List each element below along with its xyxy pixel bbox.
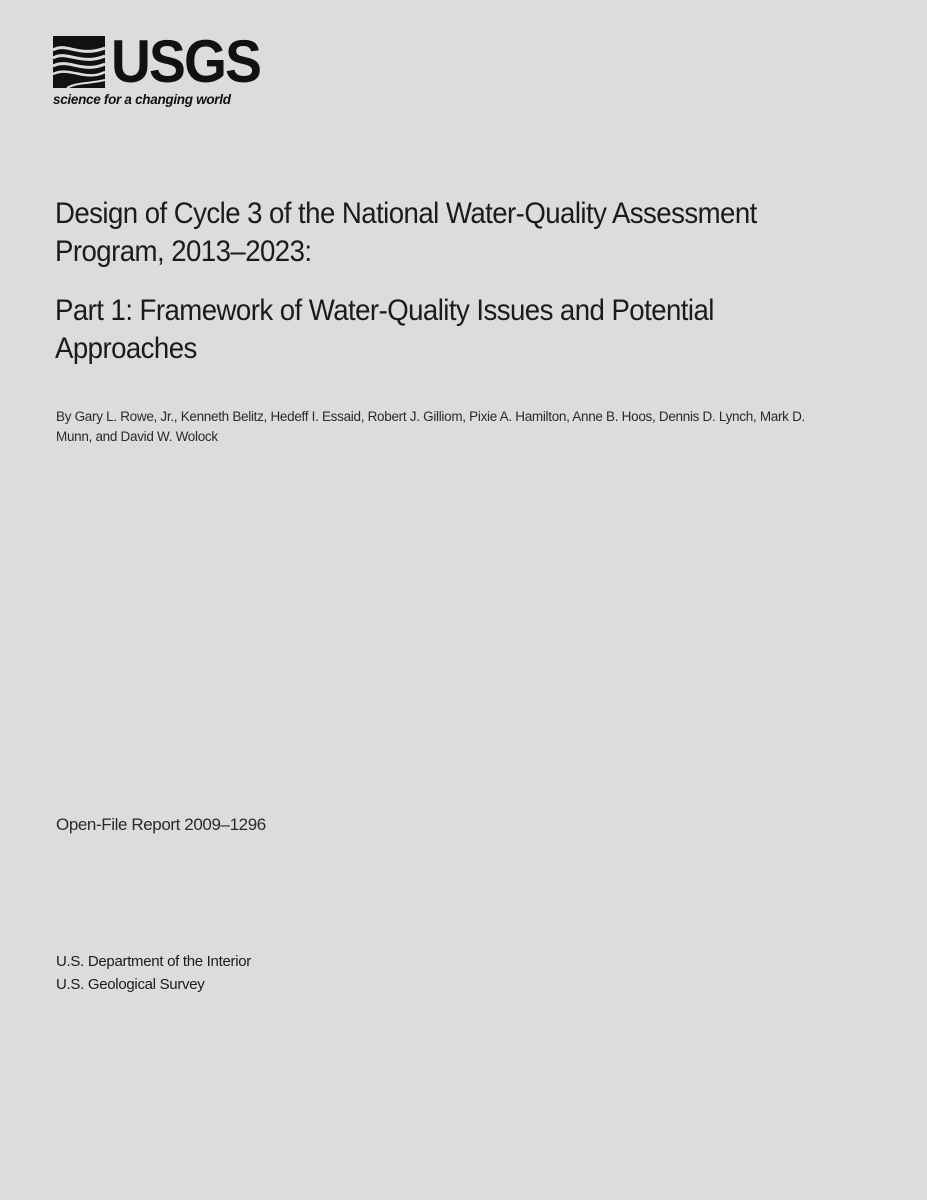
usgs-wordmark: USGS <box>111 28 261 95</box>
agency-block <box>56 950 251 996</box>
survey-name: U.S. Geological Survey <box>56 976 205 993</box>
report-number: Open-File Report 2009–1296 <box>56 815 266 834</box>
department-name: U.S. Department of the Interior <box>56 953 251 970</box>
author-list: By Gary L. Rowe, Jr., Kenneth Belitz, Hedeff I. Essaid, Robert J. Gilliom, Pixie A. Hamilton, Anne B. Hoos, Dennis D. Lynch, Mark D. Munn, and David W. Wolock <box>56 409 805 444</box>
report-title: Design of Cycle 3 of the National Water-Quality Assessment Program, 2013–2023: <box>55 197 757 268</box>
usgs-logo <box>53 28 268 116</box>
usgs-tagline: science for a changing world <box>53 92 231 107</box>
report-subtitle: Part 1: Framework of Water-Quality Issues and Potential Approaches <box>55 294 714 365</box>
usgs-wave-icon <box>53 36 105 88</box>
